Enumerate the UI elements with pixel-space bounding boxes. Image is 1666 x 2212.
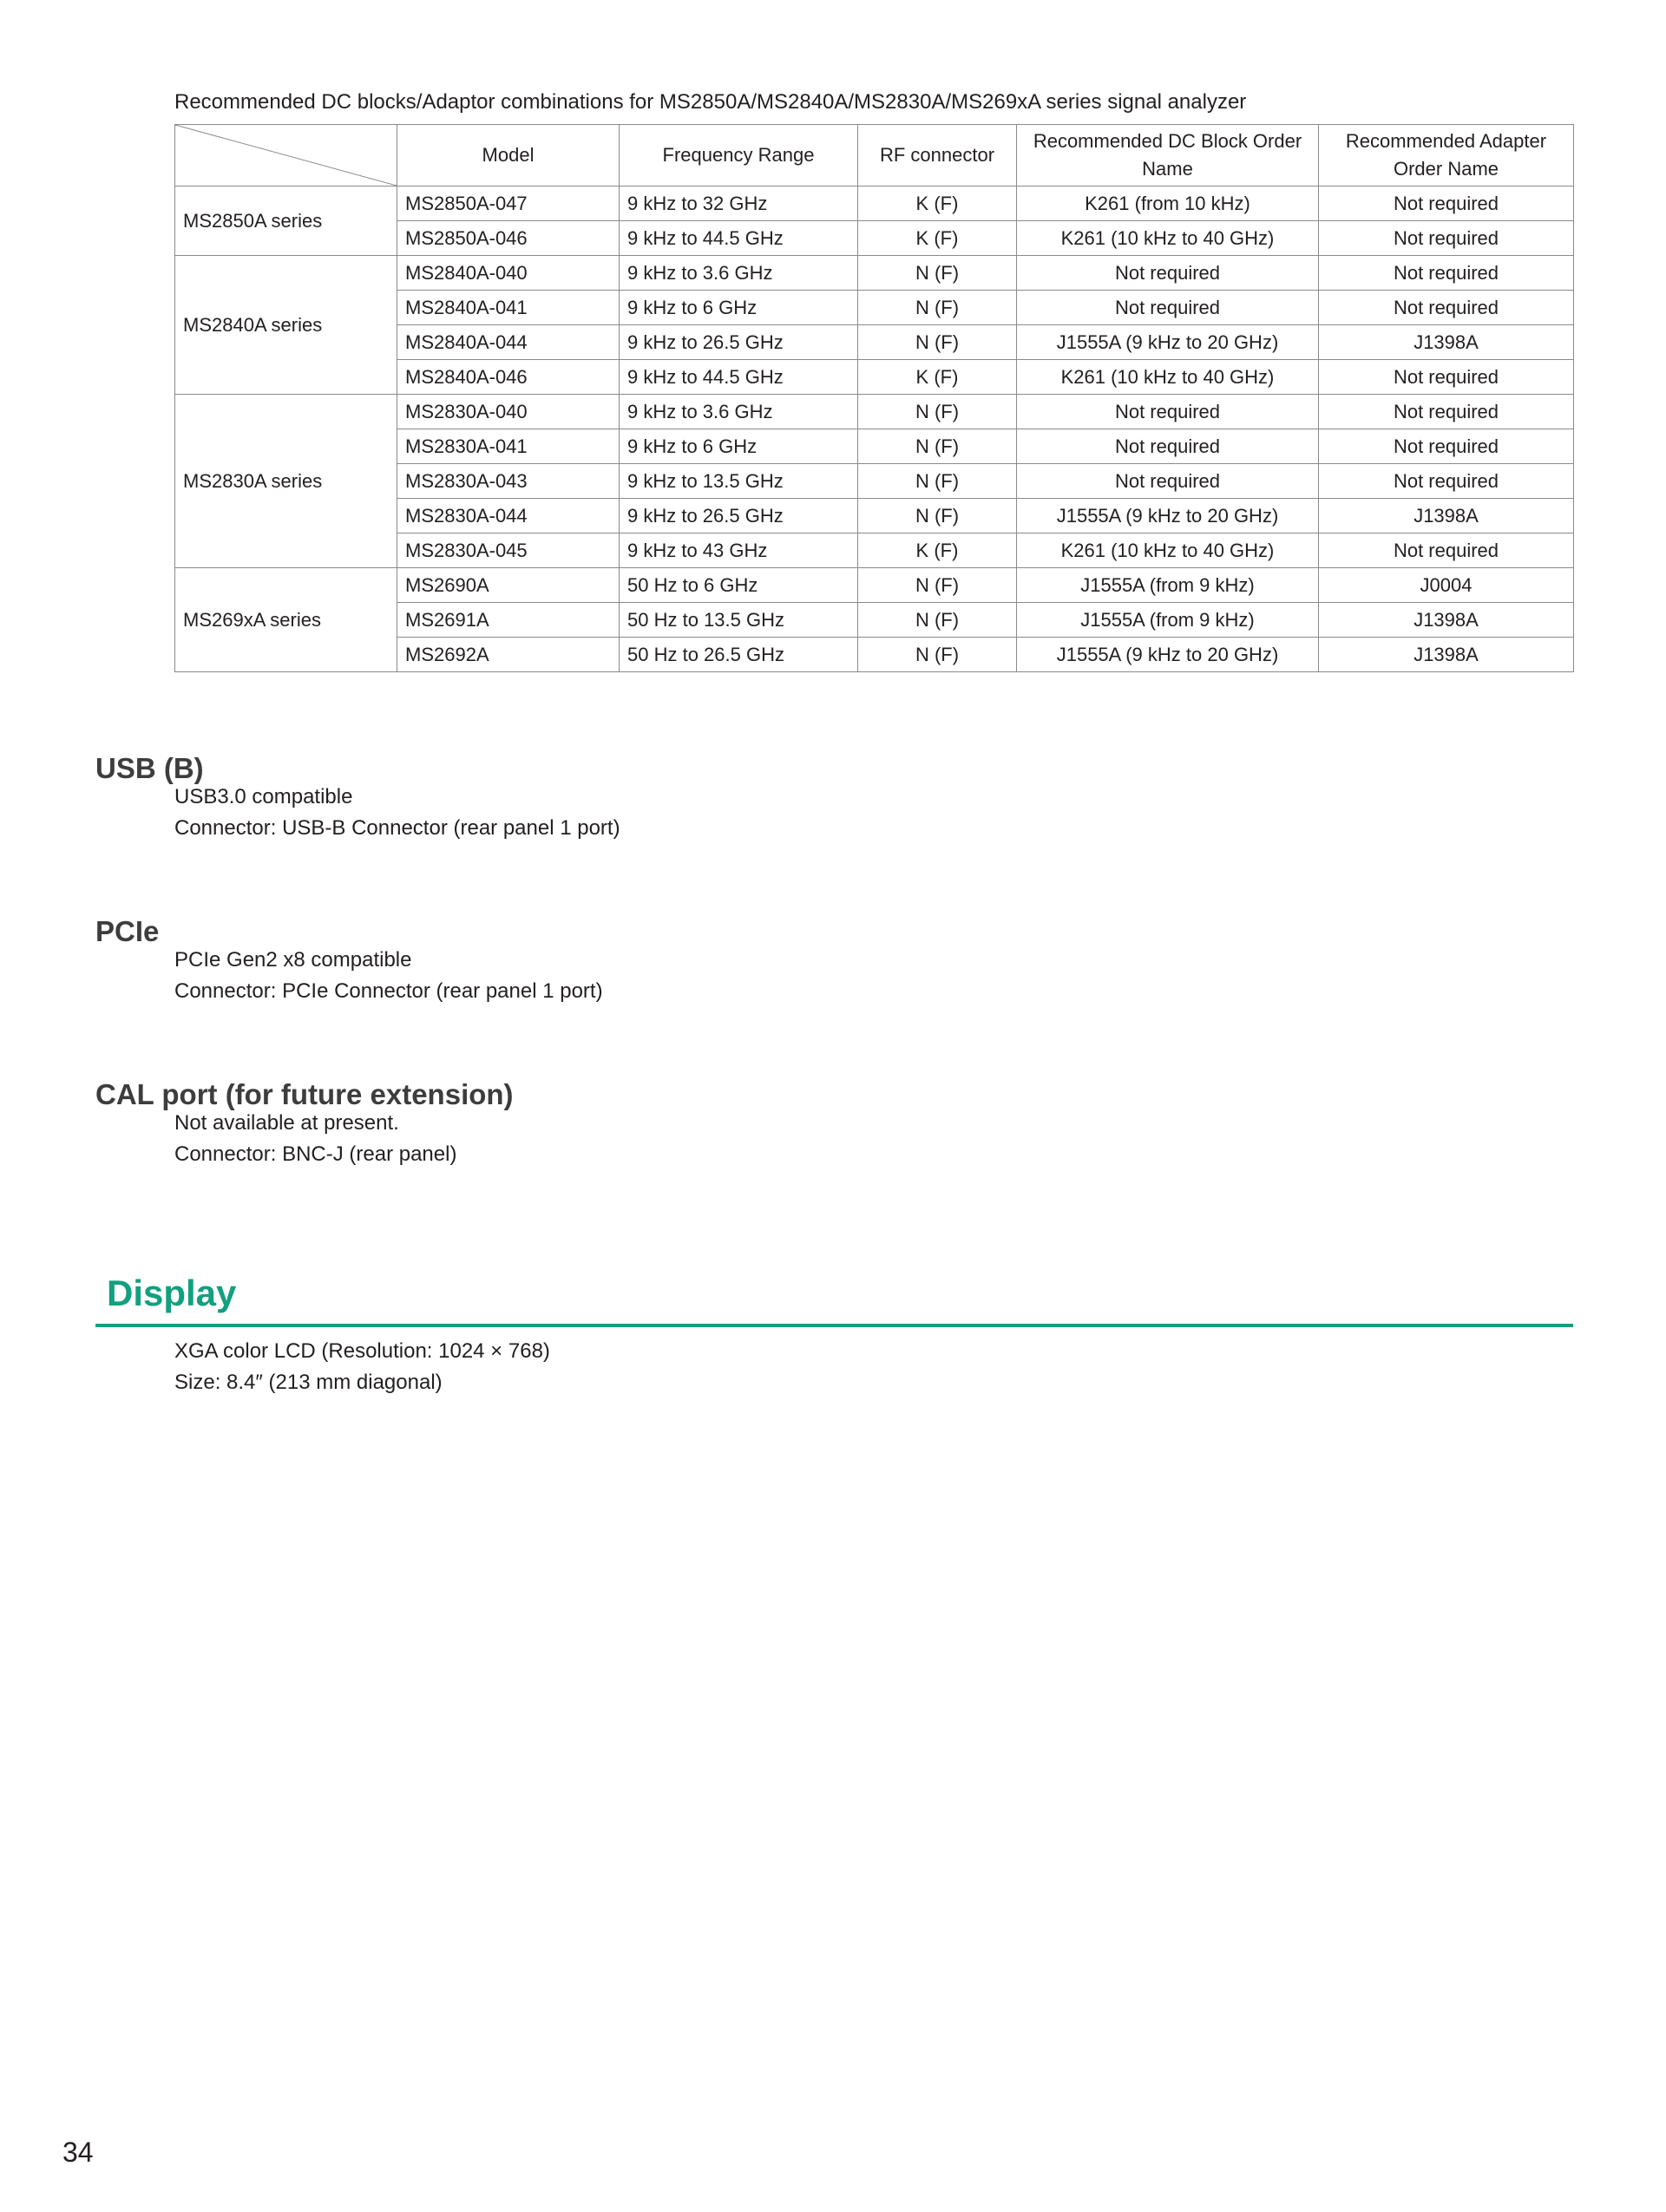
- frequency-range-cell: 9 kHz to 43 GHz: [620, 533, 858, 568]
- dc-block-cell: Not required: [1017, 429, 1319, 464]
- dc-block-cell: Not required: [1017, 291, 1319, 325]
- table-row: [175, 256, 1574, 291]
- display-section-rule: [95, 1324, 1573, 1327]
- dc-block-cell: J1555A (9 kHz to 20 GHz): [1017, 325, 1319, 360]
- table-body: [175, 187, 1574, 672]
- model-cell: MS2830A-041: [397, 429, 620, 464]
- cal-connector-text: Connector: BNC-J (rear panel): [174, 1142, 457, 1166]
- pcie-compat-text: PCIe Gen2 x8 compatible: [174, 948, 412, 972]
- rf-connector-cell: K (F): [858, 360, 1017, 395]
- adapter-cell: J1398A: [1319, 325, 1574, 360]
- diagonal-corner-cell: [175, 125, 397, 187]
- table-caption: Recommended DC blocks/Adaptor combinations for MS2850A/MS2840A/MS2830A/MS269xA series signal analyzer: [174, 90, 1247, 114]
- display-section-title: Display: [107, 1273, 237, 1313]
- table-row: [175, 187, 1574, 221]
- rf-connector-cell: N (F): [858, 291, 1017, 325]
- dc-block-cell: J1555A (9 kHz to 20 GHz): [1017, 638, 1319, 672]
- rf-connector-cell: N (F): [858, 499, 1017, 533]
- rf-connector-cell: K (F): [858, 533, 1017, 568]
- dc-block-cell: K261 (10 kHz to 40 GHz): [1017, 360, 1319, 395]
- model-cell: MS2830A-044: [397, 499, 620, 533]
- series-cell: MS2830A series: [175, 395, 397, 568]
- dc-block-cell: K261 (10 kHz to 40 GHz): [1017, 533, 1319, 568]
- frequency-range-cell: 50 Hz to 13.5 GHz: [620, 603, 858, 638]
- page-number: 34: [62, 2137, 94, 2168]
- cal-availability-text: Not available at present.: [174, 1111, 399, 1135]
- model-cell: MS2840A-046: [397, 360, 620, 395]
- usb-section-title: USB (B): [95, 752, 204, 784]
- adapter-cell: J1398A: [1319, 603, 1574, 638]
- adapter-cell: Not required: [1319, 533, 1574, 568]
- dc-block-cell: J1555A (from 9 kHz): [1017, 603, 1319, 638]
- rf-connector-cell: N (F): [858, 256, 1017, 291]
- frequency-range-cell: 9 kHz to 13.5 GHz: [620, 464, 858, 499]
- frequency-range-cell: 9 kHz to 6 GHz: [620, 429, 858, 464]
- rf-connector-cell: N (F): [858, 464, 1017, 499]
- frequency-range-cell: 9 kHz to 3.6 GHz: [620, 256, 858, 291]
- dc-block-adaptor-table: [174, 124, 1574, 672]
- display-size-text: Size: 8.4″ (213 mm diagonal): [174, 1371, 443, 1394]
- header-model: Model: [397, 125, 620, 187]
- adapter-cell: Not required: [1319, 221, 1574, 256]
- header-frequency-range: Frequency Range: [620, 125, 858, 187]
- adapter-cell: Not required: [1319, 291, 1574, 325]
- adapter-cell: J1398A: [1319, 638, 1574, 672]
- rf-connector-cell: K (F): [858, 187, 1017, 221]
- dc-block-cell: K261 (10 kHz to 40 GHz): [1017, 221, 1319, 256]
- dc-block-cell: J1555A (9 kHz to 20 GHz): [1017, 499, 1319, 533]
- model-cell: MS2850A-047: [397, 187, 620, 221]
- rf-connector-cell: N (F): [858, 568, 1017, 603]
- header-rf-connector: RF connector: [858, 125, 1017, 187]
- usb-compat-text: USB3.0 compatible: [174, 785, 353, 808]
- model-cell: MS2830A-043: [397, 464, 620, 499]
- pcie-section-title: PCIe: [95, 915, 160, 947]
- rf-connector-cell: N (F): [858, 429, 1017, 464]
- adapter-cell: Not required: [1319, 429, 1574, 464]
- dc-block-cell: J1555A (from 9 kHz): [1017, 568, 1319, 603]
- adapter-cell: J1398A: [1319, 499, 1574, 533]
- frequency-range-cell: 9 kHz to 26.5 GHz: [620, 325, 858, 360]
- dc-block-cell: K261 (from 10 kHz): [1017, 187, 1319, 221]
- model-cell: MS2830A-040: [397, 395, 620, 429]
- diagonal-line: [175, 125, 397, 186]
- frequency-range-cell: 9 kHz to 32 GHz: [620, 187, 858, 221]
- frequency-range-cell: 9 kHz to 6 GHz: [620, 291, 858, 325]
- frequency-range-cell: 50 Hz to 26.5 GHz: [620, 638, 858, 672]
- model-cell: MS2692A: [397, 638, 620, 672]
- dc-block-cell: Not required: [1017, 464, 1319, 499]
- model-cell: MS2690A: [397, 568, 620, 603]
- frequency-range-cell: 9 kHz to 44.5 GHz: [620, 360, 858, 395]
- adapter-cell: Not required: [1319, 360, 1574, 395]
- rf-connector-cell: N (F): [858, 603, 1017, 638]
- header-dc-block: Recommended DC Block Order Name: [1017, 125, 1319, 187]
- rf-connector-cell: N (F): [858, 325, 1017, 360]
- table-header-row: [175, 125, 1574, 187]
- model-cell: MS2840A-040: [397, 256, 620, 291]
- model-cell: MS2850A-046: [397, 221, 620, 256]
- series-cell: MS2840A series: [175, 256, 397, 395]
- adapter-cell: Not required: [1319, 187, 1574, 221]
- series-cell: MS269xA series: [175, 568, 397, 672]
- frequency-range-cell: 9 kHz to 26.5 GHz: [620, 499, 858, 533]
- model-cell: MS2691A: [397, 603, 620, 638]
- pcie-connector-text: Connector: PCIe Connector (rear panel 1 port): [174, 979, 603, 1003]
- dc-block-cell: Not required: [1017, 395, 1319, 429]
- frequency-range-cell: 9 kHz to 44.5 GHz: [620, 221, 858, 256]
- series-cell: MS2850A series: [175, 187, 397, 256]
- frequency-range-cell: 9 kHz to 3.6 GHz: [620, 395, 858, 429]
- display-lcd-text: XGA color LCD (Resolution: 1024 × 768): [174, 1339, 550, 1363]
- cal-section-title: CAL port (for future extension): [95, 1078, 514, 1110]
- dc-block-cell: Not required: [1017, 256, 1319, 291]
- model-cell: MS2840A-041: [397, 291, 620, 325]
- table-row: [175, 568, 1574, 603]
- model-cell: MS2840A-044: [397, 325, 620, 360]
- header-adapter: Recommended Adapter Order Name: [1319, 125, 1574, 187]
- model-cell: MS2830A-045: [397, 533, 620, 568]
- adapter-cell: J0004: [1319, 568, 1574, 603]
- frequency-range-cell: 50 Hz to 6 GHz: [620, 568, 858, 603]
- adapter-cell: Not required: [1319, 256, 1574, 291]
- table-row: [175, 395, 1574, 429]
- adapter-cell: Not required: [1319, 464, 1574, 499]
- usb-connector-text: Connector: USB-B Connector (rear panel 1 port): [174, 816, 620, 840]
- adapter-cell: Not required: [1319, 395, 1574, 429]
- rf-connector-cell: N (F): [858, 638, 1017, 672]
- rf-connector-cell: N (F): [858, 395, 1017, 429]
- rf-connector-cell: K (F): [858, 221, 1017, 256]
